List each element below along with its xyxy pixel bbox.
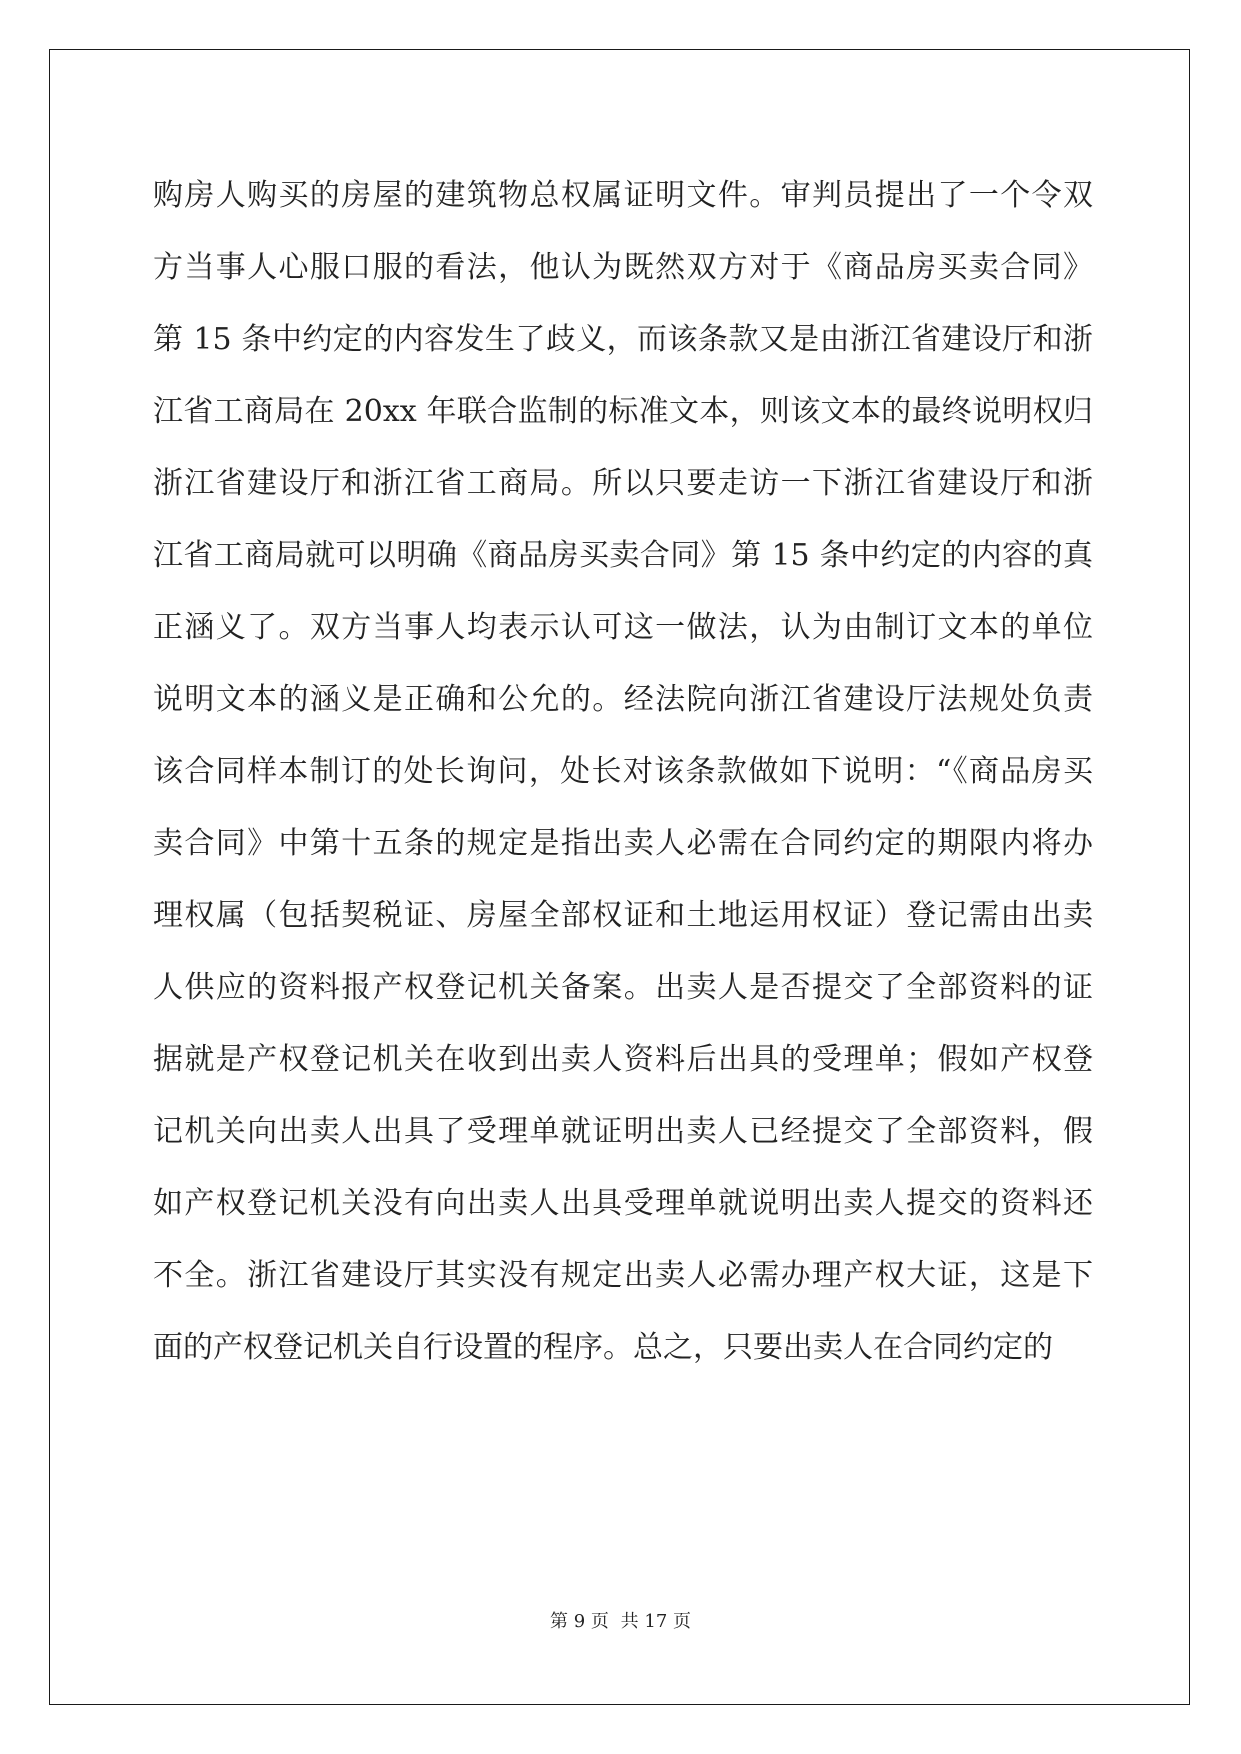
text-line: 第 15 条中约定的内容发生了歧义，而该条款又是由浙江省建设厅和浙	[153, 322, 1093, 357]
text-line: 方当事人心服口服的看法，他认为既然双方对于《商品房买卖合同》	[153, 250, 1093, 285]
text-line: 如产权登记机关没有向出卖人出具受理单就说明出卖人提交的资料还	[153, 1186, 1093, 1221]
page-footer	[0, 1607, 1241, 1633]
text-line: 据就是产权登记机关在收到出卖人资料后出具的受理单；假如产权登	[153, 1042, 1093, 1077]
document-body	[153, 160, 1093, 1384]
text-line: 江省工商局在 20xx 年联合监制的标准文本，则该文本的最终说明权归	[153, 394, 1093, 429]
text-line: 该合同样本制订的处长询问，处长对该条款做如下说明：“《商品房买	[153, 754, 1093, 789]
text-line: 购房人购买的房屋的建筑物总权属证明文件。审判员提出了一个令双	[153, 178, 1093, 213]
page-number: 第 9 页	[550, 1611, 609, 1632]
text-line: 浙江省建设厅和浙江省工商局。所以只要走访一下浙江省建设厅和浙	[153, 466, 1093, 501]
text-line: 江省工商局就可以明确《商品房买卖合同》第 15 条中约定的内容的真	[153, 538, 1093, 573]
text-line: 正涵义了。双方当事人均表示认可这一做法，认为由制订文本的单位	[153, 610, 1093, 645]
text-line: 卖合同》中第十五条的规定是指出卖人必需在合同约定的期限内将办	[153, 826, 1093, 861]
page-total: 共 17 页	[620, 1611, 691, 1632]
text-line: 人供应的资料报产权登记机关备案。出卖人是否提交了全部资料的证	[153, 970, 1093, 1005]
text-line: 面的产权登记机关自行设置的程序。总之，只要出卖人在合同约定的	[153, 1330, 1053, 1365]
text-line: 理权属（包括契税证、房屋全部权证和土地运用权证）登记需由出卖	[153, 898, 1093, 933]
text-line: 说明文本的涵义是正确和公允的。经法院向浙江省建设厅法规处负责	[153, 682, 1093, 717]
text-line: 不全。浙江省建设厅其实没有规定出卖人必需办理产权大证，这是下	[153, 1258, 1093, 1293]
text-line: 记机关向出卖人出具了受理单就证明出卖人已经提交了全部资料，假	[153, 1114, 1093, 1149]
